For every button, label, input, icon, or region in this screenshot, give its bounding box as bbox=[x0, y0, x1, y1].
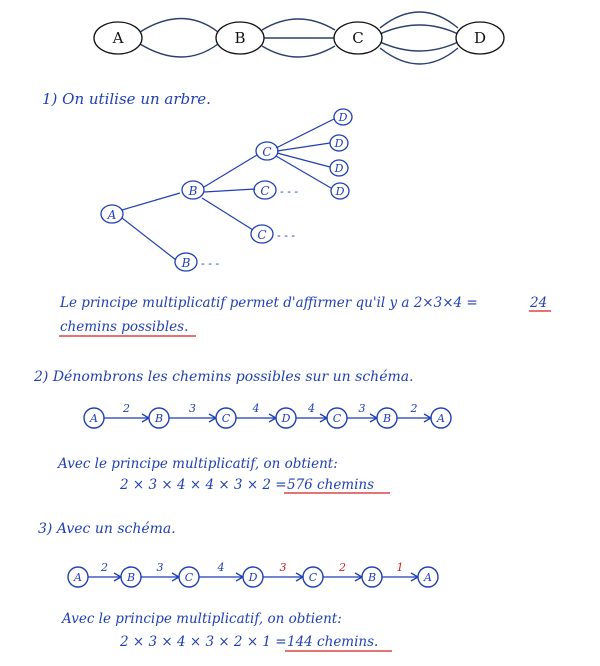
chain2-node-label-4: D bbox=[281, 412, 291, 425]
svg-text:D: D bbox=[338, 111, 348, 124]
section1-conclusion-line2: chemins possibles. bbox=[60, 319, 189, 335]
chain2-node-7 bbox=[431, 408, 451, 428]
chain3-weight-3: 4 bbox=[217, 561, 225, 574]
chain2-weight-3: 4 bbox=[252, 402, 260, 415]
chain3-node-label-1: A bbox=[74, 571, 82, 584]
section3-heading: 3) Avec un schéma. bbox=[38, 521, 176, 537]
tree-node-b-upper bbox=[182, 181, 204, 199]
chain3-node-7 bbox=[418, 567, 438, 587]
graph-node-a bbox=[94, 22, 142, 54]
chain3-node-label-7: A bbox=[424, 571, 432, 584]
section3-chain bbox=[68, 561, 438, 587]
chain2-node-3 bbox=[216, 408, 236, 428]
chain3-node-label-2: B bbox=[126, 571, 136, 584]
chain2-weight-2: 3 bbox=[189, 402, 196, 415]
section2-text: Avec le principe multiplicatif, on obtient: bbox=[58, 456, 338, 472]
chain3-node-label-3: C bbox=[184, 571, 194, 584]
chain3-weight-5: 2 bbox=[339, 561, 346, 574]
chain2-node-label-7: A bbox=[437, 412, 445, 425]
svg-text:A: A bbox=[107, 208, 117, 222]
chain3-weight-1: 2 bbox=[101, 561, 108, 574]
chain3-node-3 bbox=[179, 567, 199, 587]
chain3-node-label-4: D bbox=[248, 571, 258, 584]
chain3-arrow-3 bbox=[199, 573, 243, 581]
tree-leaf-d-2 bbox=[330, 135, 348, 151]
tree-node-c-top bbox=[256, 142, 278, 160]
graph-node-d-label: D bbox=[473, 29, 487, 47]
chain2-node-label-5: C bbox=[332, 412, 342, 425]
svg-text:C: C bbox=[257, 228, 267, 242]
chain2-node-5 bbox=[327, 408, 347, 428]
tree-leaf-d-3 bbox=[330, 160, 348, 176]
tree-node-a bbox=[101, 205, 123, 223]
chain2-weight-5: 3 bbox=[358, 402, 366, 415]
chain2-arrow-6 bbox=[397, 414, 431, 422]
chain2-weight-4: 4 bbox=[308, 402, 315, 415]
tree-node-c-low bbox=[251, 225, 295, 243]
graph-node-c bbox=[334, 22, 382, 54]
chain2-node-label-3: C bbox=[221, 412, 231, 425]
chain2-node-4 bbox=[276, 408, 296, 428]
section2-heading: 2) Dénombrons les chemins possibles sur un schéma. bbox=[34, 369, 414, 385]
graph-node-b bbox=[216, 22, 264, 54]
graph-node-a-label: A bbox=[112, 29, 124, 47]
chain2-arrow-3 bbox=[236, 414, 276, 422]
svg-text:D: D bbox=[335, 185, 345, 198]
section3-calc: 2 × 3 × 4 × 3 × 2 × 1 = bbox=[120, 634, 287, 650]
chain3-arrow-4 bbox=[263, 573, 303, 581]
chain3-node-4 bbox=[243, 567, 263, 587]
chain2-node-label-2: B bbox=[154, 412, 164, 425]
section2-calc: 2 × 3 × 4 × 4 × 3 × 2 = bbox=[120, 477, 287, 493]
chain2-node-label-6: B bbox=[382, 412, 392, 425]
chain2-weight-1: 2 bbox=[123, 402, 130, 415]
svg-text:- - -: - - - bbox=[280, 185, 299, 198]
chain2-arrow-4 bbox=[296, 414, 327, 422]
section3-text: Avec le principe multiplicatif, on obtient: bbox=[62, 611, 342, 627]
route-graph bbox=[140, 12, 458, 64]
chain3-weight-4: 3 bbox=[279, 561, 287, 574]
probability-tree bbox=[101, 109, 352, 271]
tree-leaf-d-4 bbox=[331, 183, 349, 199]
svg-text:C: C bbox=[260, 184, 270, 198]
svg-text:C: C bbox=[262, 145, 272, 159]
section2-chain bbox=[84, 402, 451, 428]
chain2-node-1 bbox=[84, 408, 104, 428]
section1-conclusion-line1: Le principe multiplicatif permet d'affirmer qu'il y a 2×3×4 = bbox=[60, 295, 478, 311]
graph-node-c-label: C bbox=[352, 29, 364, 47]
section1-heading: 1) On utilise un arbre. bbox=[42, 90, 211, 108]
chain2-node-label-1: A bbox=[90, 412, 98, 425]
chain2-arrow-2 bbox=[169, 414, 216, 422]
chain3-node-1 bbox=[68, 567, 88, 587]
tree-leaf-d-1 bbox=[334, 109, 352, 125]
chain3-node-6 bbox=[362, 567, 382, 587]
chain2-arrow-1 bbox=[104, 414, 149, 422]
graph-node-b-label: B bbox=[234, 29, 246, 47]
chain3-weight-2: 3 bbox=[156, 561, 164, 574]
section1-result: 24 bbox=[530, 295, 548, 311]
chain2-node-6 bbox=[377, 408, 397, 428]
chain3-arrow-6 bbox=[382, 573, 418, 581]
svg-text:D: D bbox=[334, 162, 344, 175]
section3-result: 144 chemins. bbox=[287, 634, 379, 650]
chain3-node-5 bbox=[303, 567, 323, 587]
chain3-arrow-1 bbox=[88, 573, 121, 581]
chain3-arrow-5 bbox=[323, 573, 362, 581]
section2-result: 576 chemins bbox=[287, 477, 375, 493]
svg-text:- - -: - - - bbox=[277, 229, 296, 242]
graph-node-d bbox=[456, 22, 504, 54]
svg-text:D: D bbox=[334, 137, 344, 150]
chain3-weight-6: 1 bbox=[396, 561, 404, 574]
chain3-node-label-5: C bbox=[308, 571, 318, 584]
chain2-weight-6: 2 bbox=[410, 402, 418, 415]
svg-text:B: B bbox=[188, 184, 198, 198]
chain3-arrow-2 bbox=[141, 573, 179, 581]
tree-node-c-mid bbox=[254, 181, 298, 199]
svg-text:B: B bbox=[181, 256, 191, 270]
chain2-node-2 bbox=[149, 408, 169, 428]
svg-text:- - -: - - - bbox=[201, 257, 220, 270]
chain3-node-2 bbox=[121, 567, 141, 587]
chain2-arrow-5 bbox=[347, 414, 377, 422]
tree-node-b-lower bbox=[175, 253, 219, 271]
chain3-node-label-6: B bbox=[367, 571, 377, 584]
